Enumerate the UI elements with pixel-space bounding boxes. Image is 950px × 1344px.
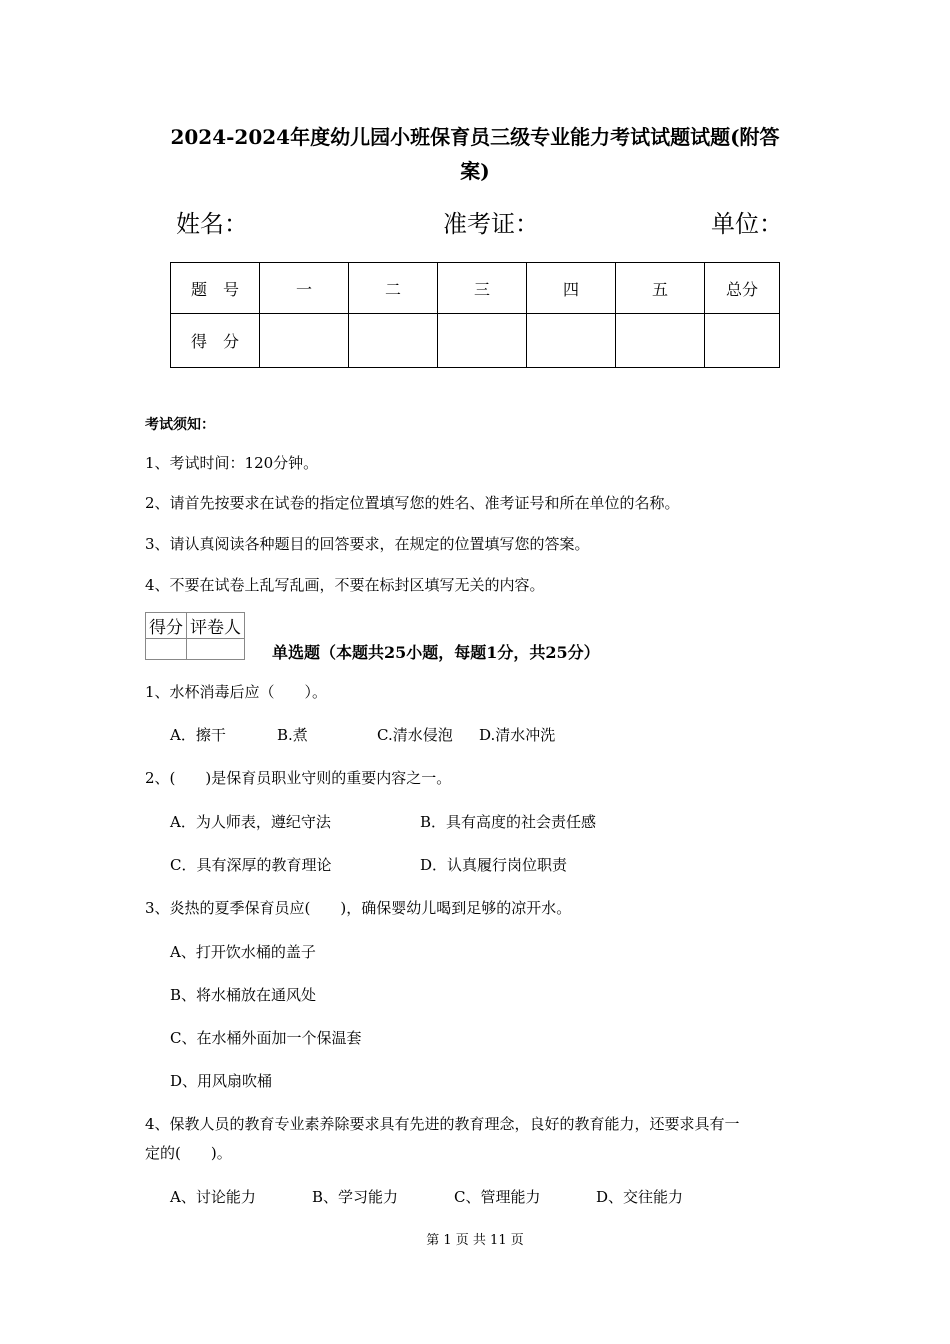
question-option: A．为人师表，遵纪守法	[170, 813, 331, 831]
question-option: A、打开饮水桶的盖子	[170, 943, 316, 961]
grader-reviewer-cell[interactable]	[187, 639, 245, 660]
document-title	[140, 120, 810, 188]
section-title: 单选题（本题共25小题，每题1分，共25分）	[272, 643, 600, 662]
score-cell[interactable]	[616, 314, 705, 368]
question-stem: 2、( )是保育员职业守则的重要内容之一。	[145, 769, 452, 787]
question-option: D、交往能力	[596, 1188, 684, 1206]
score-table-header-cell: 四	[527, 263, 616, 314]
score-cell[interactable]	[705, 314, 780, 368]
grader-box	[145, 612, 245, 660]
score-table-header-cell: 题 号	[171, 263, 260, 314]
question-stem: 1、水杯消毒后应（ ）。	[145, 683, 328, 701]
score-table-row-label: 得 分	[171, 314, 260, 368]
notice-item: 4、不要在试卷上乱写乱画，不要在标封区填写无关的内容。	[145, 576, 545, 594]
score-table-header-row	[171, 263, 780, 314]
exam-id-field-label: 准考证：	[443, 210, 539, 238]
score-cell[interactable]	[438, 314, 527, 368]
score-table-header-cell: 三	[438, 263, 527, 314]
question-option: B、学习能力	[312, 1188, 399, 1206]
question-option: A．擦干	[170, 726, 226, 744]
grader-score-label: 得分	[146, 613, 187, 639]
unit-field-label: 单位：	[711, 210, 783, 238]
notice-item: 3、请认真阅读各种题目的回答要求，在规定的位置填写您的答案。	[145, 535, 590, 553]
title-line-2: 案)	[460, 159, 490, 183]
question-option: C、在水桶外面加一个保温套	[170, 1029, 362, 1047]
notice-item: 1、考试时间：120分钟。	[145, 454, 319, 472]
score-cell[interactable]	[527, 314, 616, 368]
question-option: B、将水桶放在通风处	[170, 986, 317, 1004]
question-option: C、管理能力	[454, 1188, 541, 1206]
question-option: D、用风扇吹桶	[170, 1072, 273, 1090]
question-option: C．具有深厚的教育理论	[170, 856, 332, 874]
question-option: D.清水冲洗	[479, 726, 556, 744]
question-option: B.煮	[277, 726, 308, 744]
grader-score-cell[interactable]	[146, 639, 187, 660]
score-table-header-cell: 二	[349, 263, 438, 314]
question-stem-continued: 定的( )。	[145, 1144, 232, 1162]
question-option: B．具有高度的社会责任感	[420, 813, 597, 831]
score-table-header-cell: 总分	[705, 263, 780, 314]
score-table-header-cell: 五	[616, 263, 705, 314]
question-stem: 4、保教人员的教育专业素养除要求具有先进的教育理念，良好的教育能力，还要求具有一	[145, 1115, 740, 1133]
question-option: C.清水侵泡	[377, 726, 453, 744]
title-line-1: 2024-2024年度幼儿园小班保育员三级专业能力考试试题试题(附答	[170, 125, 780, 149]
notice-heading: 考试须知：	[145, 417, 215, 433]
score-table	[170, 262, 780, 368]
score-table-score-row	[171, 314, 780, 368]
question-stem: 3、炎热的夏季保育员应( )，确保婴幼儿喝到足够的凉开水。	[145, 899, 572, 917]
grader-reviewer-label: 评卷人	[187, 613, 245, 639]
score-cell[interactable]	[349, 314, 438, 368]
score-table-header-cell: 一	[260, 263, 349, 314]
page-number: 第 1 页 共 11 页	[426, 1233, 524, 1248]
score-cell[interactable]	[260, 314, 349, 368]
notice-item: 2、请首先按要求在试卷的指定位置填写您的姓名、准考证号和所在单位的名称。	[145, 494, 680, 512]
question-option: D．认真履行岗位职责	[420, 856, 568, 874]
name-field-label: 姓名：	[176, 210, 248, 238]
question-option: A、讨论能力	[170, 1188, 256, 1206]
